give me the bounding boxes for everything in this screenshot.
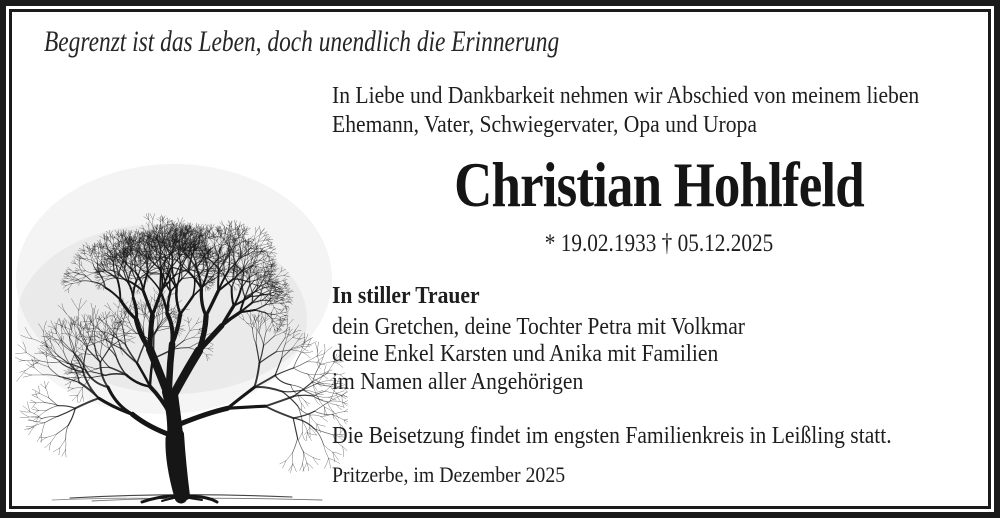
- mourning-block: [332, 283, 921, 396]
- announcement-line: Ehemann, Vater, Schwiegervater, Opa und Uropa: [332, 111, 757, 138]
- life-dates: * 19.02.1933 † 05.12.2025: [544, 230, 774, 257]
- mourner-line: deine Enkel Karsten und Anika mit Familien: [332, 341, 719, 367]
- epigraph: Begrenzt ist das Leben, doch unendlich die Erinnerung: [44, 25, 560, 58]
- memorial-tree-illustration: [12, 94, 348, 506]
- burial-note: Die Beisetzung findet im engsten Familienkreis in Leißling statt.: [332, 423, 892, 449]
- deceased-name: Christian Hohlfeld: [454, 150, 864, 220]
- mourner-line: dein Gretchen, deine Tochter Petra mit Volkmar: [332, 313, 745, 340]
- announcement-text: [332, 82, 921, 139]
- place-dateline: Pritzerbe, im Dezember 2025: [332, 462, 566, 487]
- mourner-line: im Namen aller Angehörigen: [332, 368, 584, 395]
- bare-tree-icon: [12, 94, 348, 506]
- announcement-line: In Liebe und Dankbarkeit nehmen wir Abschied von meinem lieben: [332, 83, 920, 109]
- mourning-heading: In stiller Trauer: [332, 283, 480, 309]
